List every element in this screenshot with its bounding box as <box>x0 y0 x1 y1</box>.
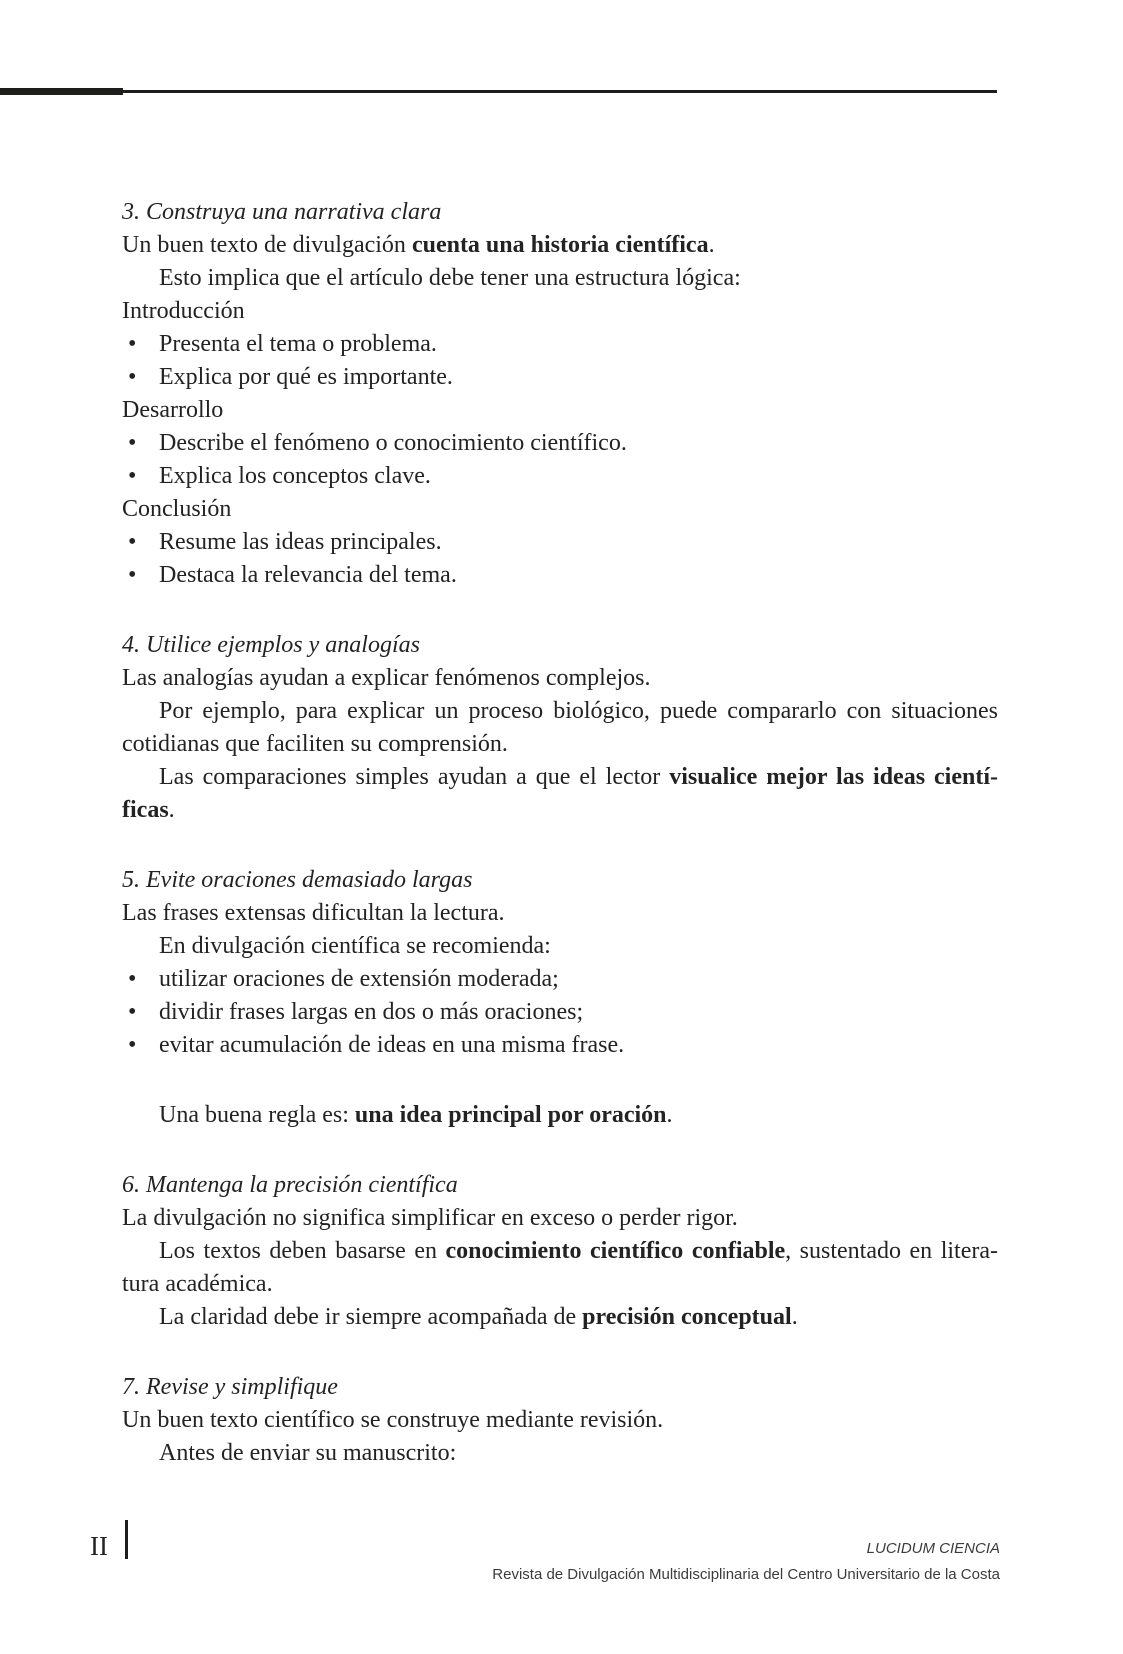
list-item <box>122 328 998 361</box>
text-run: evitar acumulación de ideas en una misma frase. <box>159 1032 625 1058</box>
list-item <box>122 361 998 394</box>
bullet-icon: • <box>128 966 137 992</box>
text-run: Por ejemplo, para explicar un proceso biológico, puede compararlo con situaciones cotidianas que faciliten su comprensión. <box>122 698 998 757</box>
page-number: II <box>90 1531 108 1561</box>
list-group-label: Conclusión <box>122 496 232 522</box>
text-run: En divulgación científica se recomienda: <box>159 933 551 959</box>
text-run: utilizar oraciones de extensión moderada; <box>159 966 559 992</box>
paragraph <box>122 229 998 262</box>
text-run: Un buen texto de divulgación <box>122 232 412 258</box>
section-gap <box>122 827 998 864</box>
section-heading: 7. Revise y simplifique <box>122 1374 338 1400</box>
text-run: dividir frases largas en dos o más oraciones; <box>159 999 584 1025</box>
section-heading: 3. Construya una narrativa clara <box>122 199 442 225</box>
text-run: Esto implica que el artículo debe tener una estructura lógica: <box>159 265 741 291</box>
text-run: Los textos deben basarse en <box>159 1238 446 1264</box>
bullet-icon: • <box>128 463 137 489</box>
text-run: Describe el fenómeno o conocimiento científico. <box>159 430 627 456</box>
bullet-icon: • <box>128 364 137 390</box>
bullet-icon: • <box>128 1032 137 1058</box>
text-run: Explica los conceptos clave. <box>159 463 431 489</box>
paragraph <box>122 761 998 827</box>
text-run: Presenta el tema o problema. <box>159 331 437 357</box>
section-gap <box>122 1062 998 1099</box>
section-heading: 6. Mantenga la precisión científica <box>122 1172 458 1198</box>
section-gap <box>122 592 998 629</box>
text-run: Una buena regla es: <box>159 1102 355 1128</box>
emphasis-text: conocimiento científico confiable <box>445 1238 786 1264</box>
text-run: . <box>791 1304 798 1330</box>
journal-subtitle: Revista de Divulgación Multidisciplinaria del Centro Universitario de la Costa <box>492 1566 1000 1583</box>
paragraph <box>122 1437 998 1470</box>
bullet-icon: • <box>128 430 137 456</box>
section-heading: 5. Evite oraciones demasiado largas <box>122 867 473 893</box>
text-run: . <box>168 797 175 823</box>
list-item <box>122 1029 998 1062</box>
footer-divider-bar <box>125 1520 128 1559</box>
section-gap <box>122 1132 998 1169</box>
emphasis-text: cuenta una historia científica <box>411 232 709 258</box>
bullet-icon: • <box>128 562 137 588</box>
text-run: Antes de enviar su manuscrito: <box>159 1440 457 1466</box>
bullet-icon: • <box>128 999 137 1025</box>
section-heading: 4. Utilice ejemplos y analogías <box>122 632 420 658</box>
text-run: Las frases extensas dificultan la lectura. <box>122 900 505 926</box>
paragraph <box>122 695 998 761</box>
text-run: Destaca la relevancia del tema. <box>159 562 457 588</box>
text-run: , sustentado en literatura académica. <box>122 1238 998 1297</box>
bullet-icon: • <box>128 331 137 357</box>
text-run: La claridad debe ir siempre acompañada de <box>159 1304 583 1330</box>
paragraph <box>122 1235 998 1301</box>
list-item <box>122 559 998 592</box>
paragraph <box>122 930 998 963</box>
text-run: La divulgación no significa simplificar en exceso o perder rigor. <box>122 1205 738 1231</box>
list-item <box>122 996 998 1029</box>
document-body <box>122 196 998 1470</box>
text-run: Las comparaciones simples ayudan a que el lector <box>159 764 670 790</box>
text-run: . <box>666 1102 673 1128</box>
journal-name: LUCIDUM CIENCIA <box>866 1540 1000 1557</box>
emphasis-text: visualice mejor las ideas científicas <box>122 764 998 823</box>
top-rule-thick <box>0 88 123 95</box>
paragraph <box>122 662 998 695</box>
text-run: . <box>708 232 715 258</box>
paragraph <box>122 1404 998 1437</box>
text-run: Resume las ideas principales. <box>159 529 442 555</box>
list-item <box>122 427 998 460</box>
footer-journal-info <box>492 1536 1000 1588</box>
list-item <box>122 460 998 493</box>
emphasis-text: precisión conceptual <box>582 1304 792 1330</box>
list-group-label: Desarrollo <box>122 397 224 423</box>
section-gap <box>122 1334 998 1371</box>
emphasis-text: una idea principal por oración <box>354 1102 667 1128</box>
text-run: Explica por qué es importante. <box>159 364 453 390</box>
paragraph <box>122 1099 998 1132</box>
bullet-icon: • <box>128 529 137 555</box>
paragraph <box>122 897 998 930</box>
list-group-label: Introducción <box>122 298 245 324</box>
paragraph <box>122 1301 998 1334</box>
text-run: Las analogías ayudan a explicar fenómenos complejos. <box>122 665 651 691</box>
top-rule-thin <box>123 90 997 93</box>
list-item <box>122 526 998 559</box>
paragraph <box>122 262 998 295</box>
text-run: Un buen texto científico se construye mediante revisión. <box>122 1407 664 1433</box>
list-item <box>122 963 998 996</box>
paragraph <box>122 1202 998 1235</box>
